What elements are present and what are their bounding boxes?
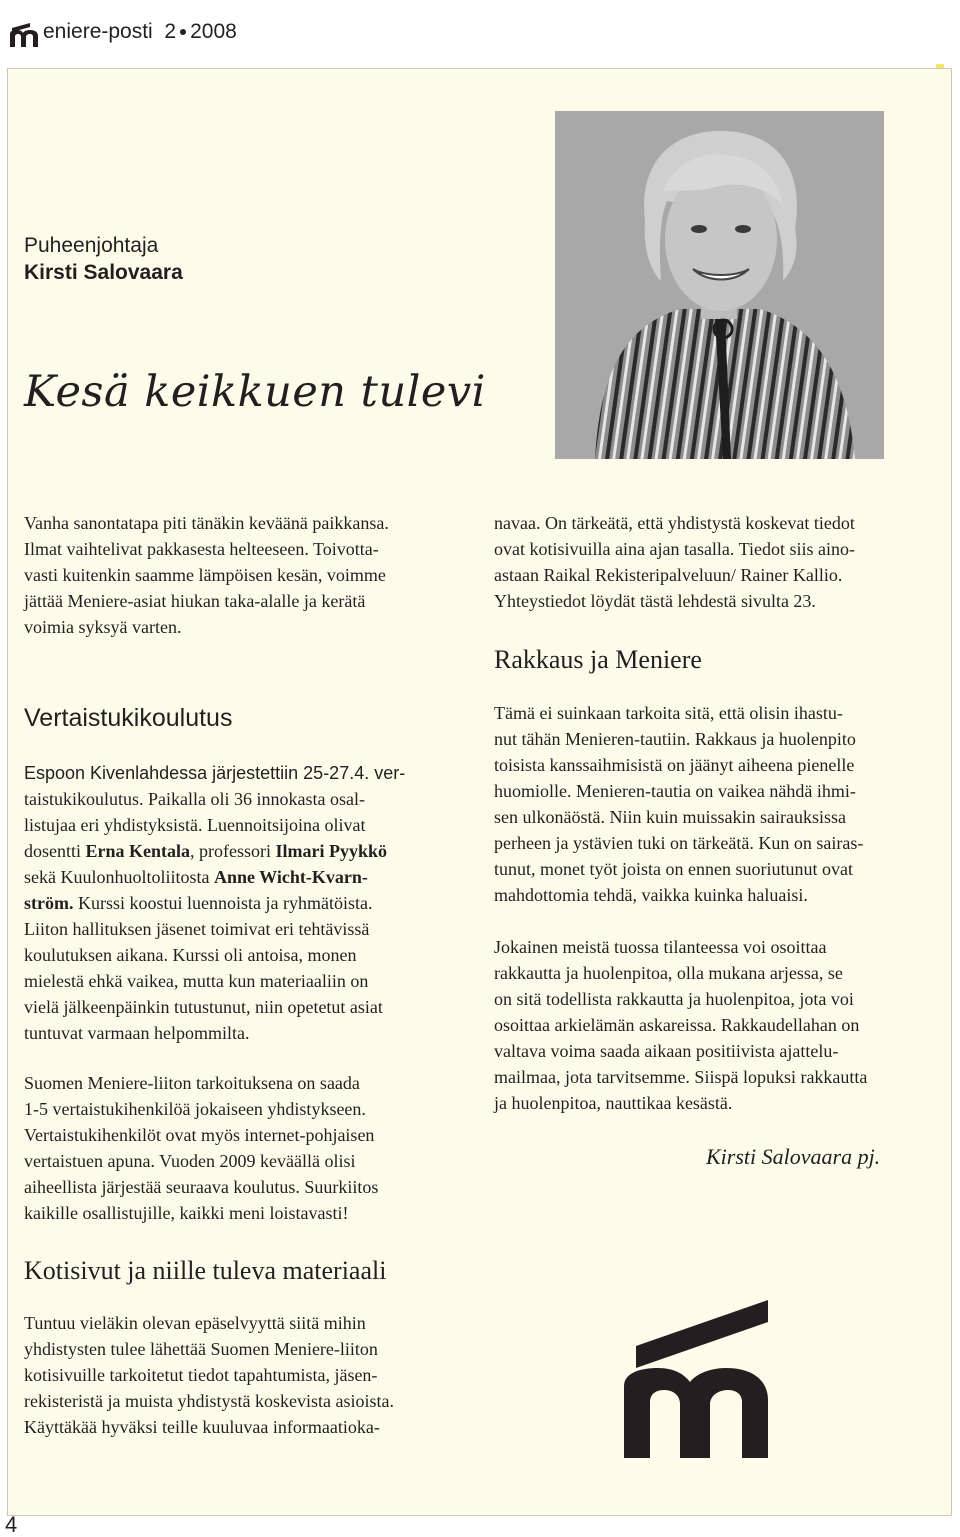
text-line: koulutuksen aikana. Kurssi oli antoisa, monen xyxy=(24,945,357,965)
speaker-name: Anne Wicht-Kvarn- xyxy=(213,867,368,887)
text-line: toisista kanssaihmisistä on jäänyt aiheena pienelle xyxy=(494,755,855,775)
text-line: vielä jälkeenpäinkin tutustunut, niin opetetut asiat xyxy=(24,997,383,1017)
text-line: Liiton hallituksen jäsenet toimivat eri tehtävissä xyxy=(24,919,370,939)
text-line: Suomen Meniere-liiton tarkoituksena on saada xyxy=(24,1073,360,1093)
text-line: 1-5 vertaistukihenkilöä jokaiseen yhdistykseen. xyxy=(24,1099,366,1119)
text-line: kotisivuille tarkoitetut tiedot tapahtumista, jäsen- xyxy=(24,1365,378,1385)
text-line: Ilmat vaihtelivat pakkasesta helteeseen. Toivotta- xyxy=(24,539,379,559)
speaker-name: ström. xyxy=(24,893,74,913)
text-line: sekä Kuulonhuoltoliitosta Anne Wicht-Kvarn- xyxy=(24,867,368,887)
section-heading-rakkaus: Rakkaus ja Meniere xyxy=(494,645,702,674)
text-line: navaa. On tärkeätä, että yhdistystä koskevat tiedot xyxy=(494,513,855,533)
vertaistuki-paragraph xyxy=(24,760,482,1046)
author-photo xyxy=(555,111,884,459)
kotisivut-continued xyxy=(494,510,946,614)
text-line: vertaistuen apuna. Vuoden 2009 keväällä olisi xyxy=(24,1151,356,1171)
signature: Kirsti Salovaara pj. xyxy=(706,1144,881,1169)
text-line: ja huolenpitoa, nauttikaa kesästä. xyxy=(494,1093,733,1113)
speaker-name: Erna Kentala xyxy=(85,841,191,861)
meniere-logo-icon xyxy=(618,1288,780,1458)
section-heading-kotisivut: Kotisivut ja niille tuleva materiaali xyxy=(24,1256,387,1285)
text-line: rekisteristä ja muista yhdistystä koskevista asioista. xyxy=(24,1391,394,1411)
text-line: mahdottomia tehdä, vaikka kuinka haluaisi. xyxy=(494,885,808,905)
text-line: taistukikoulutus. Paikalla oli 36 innokasta osal- xyxy=(24,789,365,809)
section-heading-vertaistuki: Vertaistukikoulutus xyxy=(24,704,233,732)
text-line: Tuntuu vieläkin olevan epäselvyyttä siitä mihin xyxy=(24,1313,366,1333)
text-line: dosentti Erna Kentala, professori Ilmari Pyykkö xyxy=(24,841,388,861)
text-line: mielestä ehkä vaikea, mutta kun materiaaliin on xyxy=(24,971,369,991)
text-line: ovat kotisivuilla aina ajan tasalla. Tiedot siis aino- xyxy=(494,539,855,559)
text-line: huomiolle. Menieren-tautia on vaikea nähdä ihmi- xyxy=(494,781,856,801)
text-line: mailmaa, jota tarvitsemme. Siispä lopuksi rakkautta xyxy=(494,1067,868,1087)
text-line: on sitä todellista rakkautta ja huolenpitoa, jota voi xyxy=(494,989,854,1009)
text-line: perheen ja ystävien tuki on tärkeätä. Kun on sairas- xyxy=(494,833,864,853)
rakkaus-paragraph-1 xyxy=(494,700,946,908)
text-line: sen ulkonäöstä. Niin kuin muissakin sairauksissa xyxy=(494,807,846,827)
text-line: Käyttäkää hyväksi teille kuuluvaa informaatioka- xyxy=(24,1417,380,1437)
bullet-dot xyxy=(180,29,186,35)
text-line: aiheellista järjestää seuraava koulutus. Suurkiitos xyxy=(24,1177,379,1197)
text-line: osoittaa arkielämän askareissa. Rakkaudellahan on xyxy=(494,1015,860,1035)
text-line: nut tähän Menieren-tautiin. Rakkaus ja huolenpito xyxy=(494,729,856,749)
text-line: yhdistysten tulee lähettää Suomen Meniere-liiton xyxy=(24,1339,378,1359)
text-line: Tämä ei suinkaan tarkoita sitä, että olisin ihastu- xyxy=(494,703,843,723)
author-role: Puheenjohtaja xyxy=(24,234,159,257)
text-line: Vanha sanontatapa piti tänäkin keväänä paikkansa. xyxy=(24,513,389,533)
speaker-name: Ilmari Pyykkö xyxy=(275,841,388,861)
meniere-logo-icon xyxy=(8,16,42,48)
text-line: listujaa eri yhdistyksistä. Luennoitsijoina olivat xyxy=(24,815,366,835)
page-number: 4 xyxy=(5,1512,18,1537)
text-line: vasti kuitenkin saamme lämpöisen kesän, voimme xyxy=(24,565,386,585)
text-line: ström. Kurssi koostui luennoista ja ryhmätöista. xyxy=(24,893,373,913)
page-title: Kesä keikkuen tulevi xyxy=(24,367,486,417)
text-line: tuntuvat varmaan helpommilta. xyxy=(24,1023,250,1043)
text-line: kaikille osallistujille, kaikki meni loistavasti! xyxy=(24,1203,349,1223)
publication-title: eniere-posti 2 2008 xyxy=(43,20,237,43)
text-line: tunut, monet työt joista on ennen suoriutunut ovat xyxy=(494,859,853,879)
corner-mark xyxy=(936,64,944,68)
text-line: voimia syksyä varten. xyxy=(24,617,182,637)
intro-paragraph xyxy=(24,510,482,640)
vertaistuki-paragraph-2 xyxy=(24,1070,482,1226)
author-name: Kirsti Salovaara xyxy=(24,261,183,284)
masthead xyxy=(8,8,237,48)
text-line: astaan Raikal Rekisteripalveluun/ Rainer Kallio. xyxy=(494,565,843,585)
author-box xyxy=(24,232,183,286)
text-line: Jokainen meistä tuossa tilanteessa voi osoittaa xyxy=(494,937,827,957)
text-line: Vertaistukihenkilöt ovat myös internet-pohjaisen xyxy=(24,1125,375,1145)
rakkaus-paragraph-2 xyxy=(494,934,946,1116)
text-line: rakkautta ja huolenpitoa, olla mukana arjessa, se xyxy=(494,963,843,983)
kotisivut-paragraph xyxy=(24,1310,494,1440)
text-line: Espoon Kivenlahdessa järjestettiin 25-27.4. ver- xyxy=(24,763,406,783)
text-line: Yhteystiedot löydät tästä lehdestä sivulta 23. xyxy=(494,591,816,611)
text-line: valtava voima saada aikaan positiivista ajattelu- xyxy=(494,1041,839,1061)
text-line: jättää Meniere-asiat hiukan taka-alalle ja kerätä xyxy=(24,591,366,611)
